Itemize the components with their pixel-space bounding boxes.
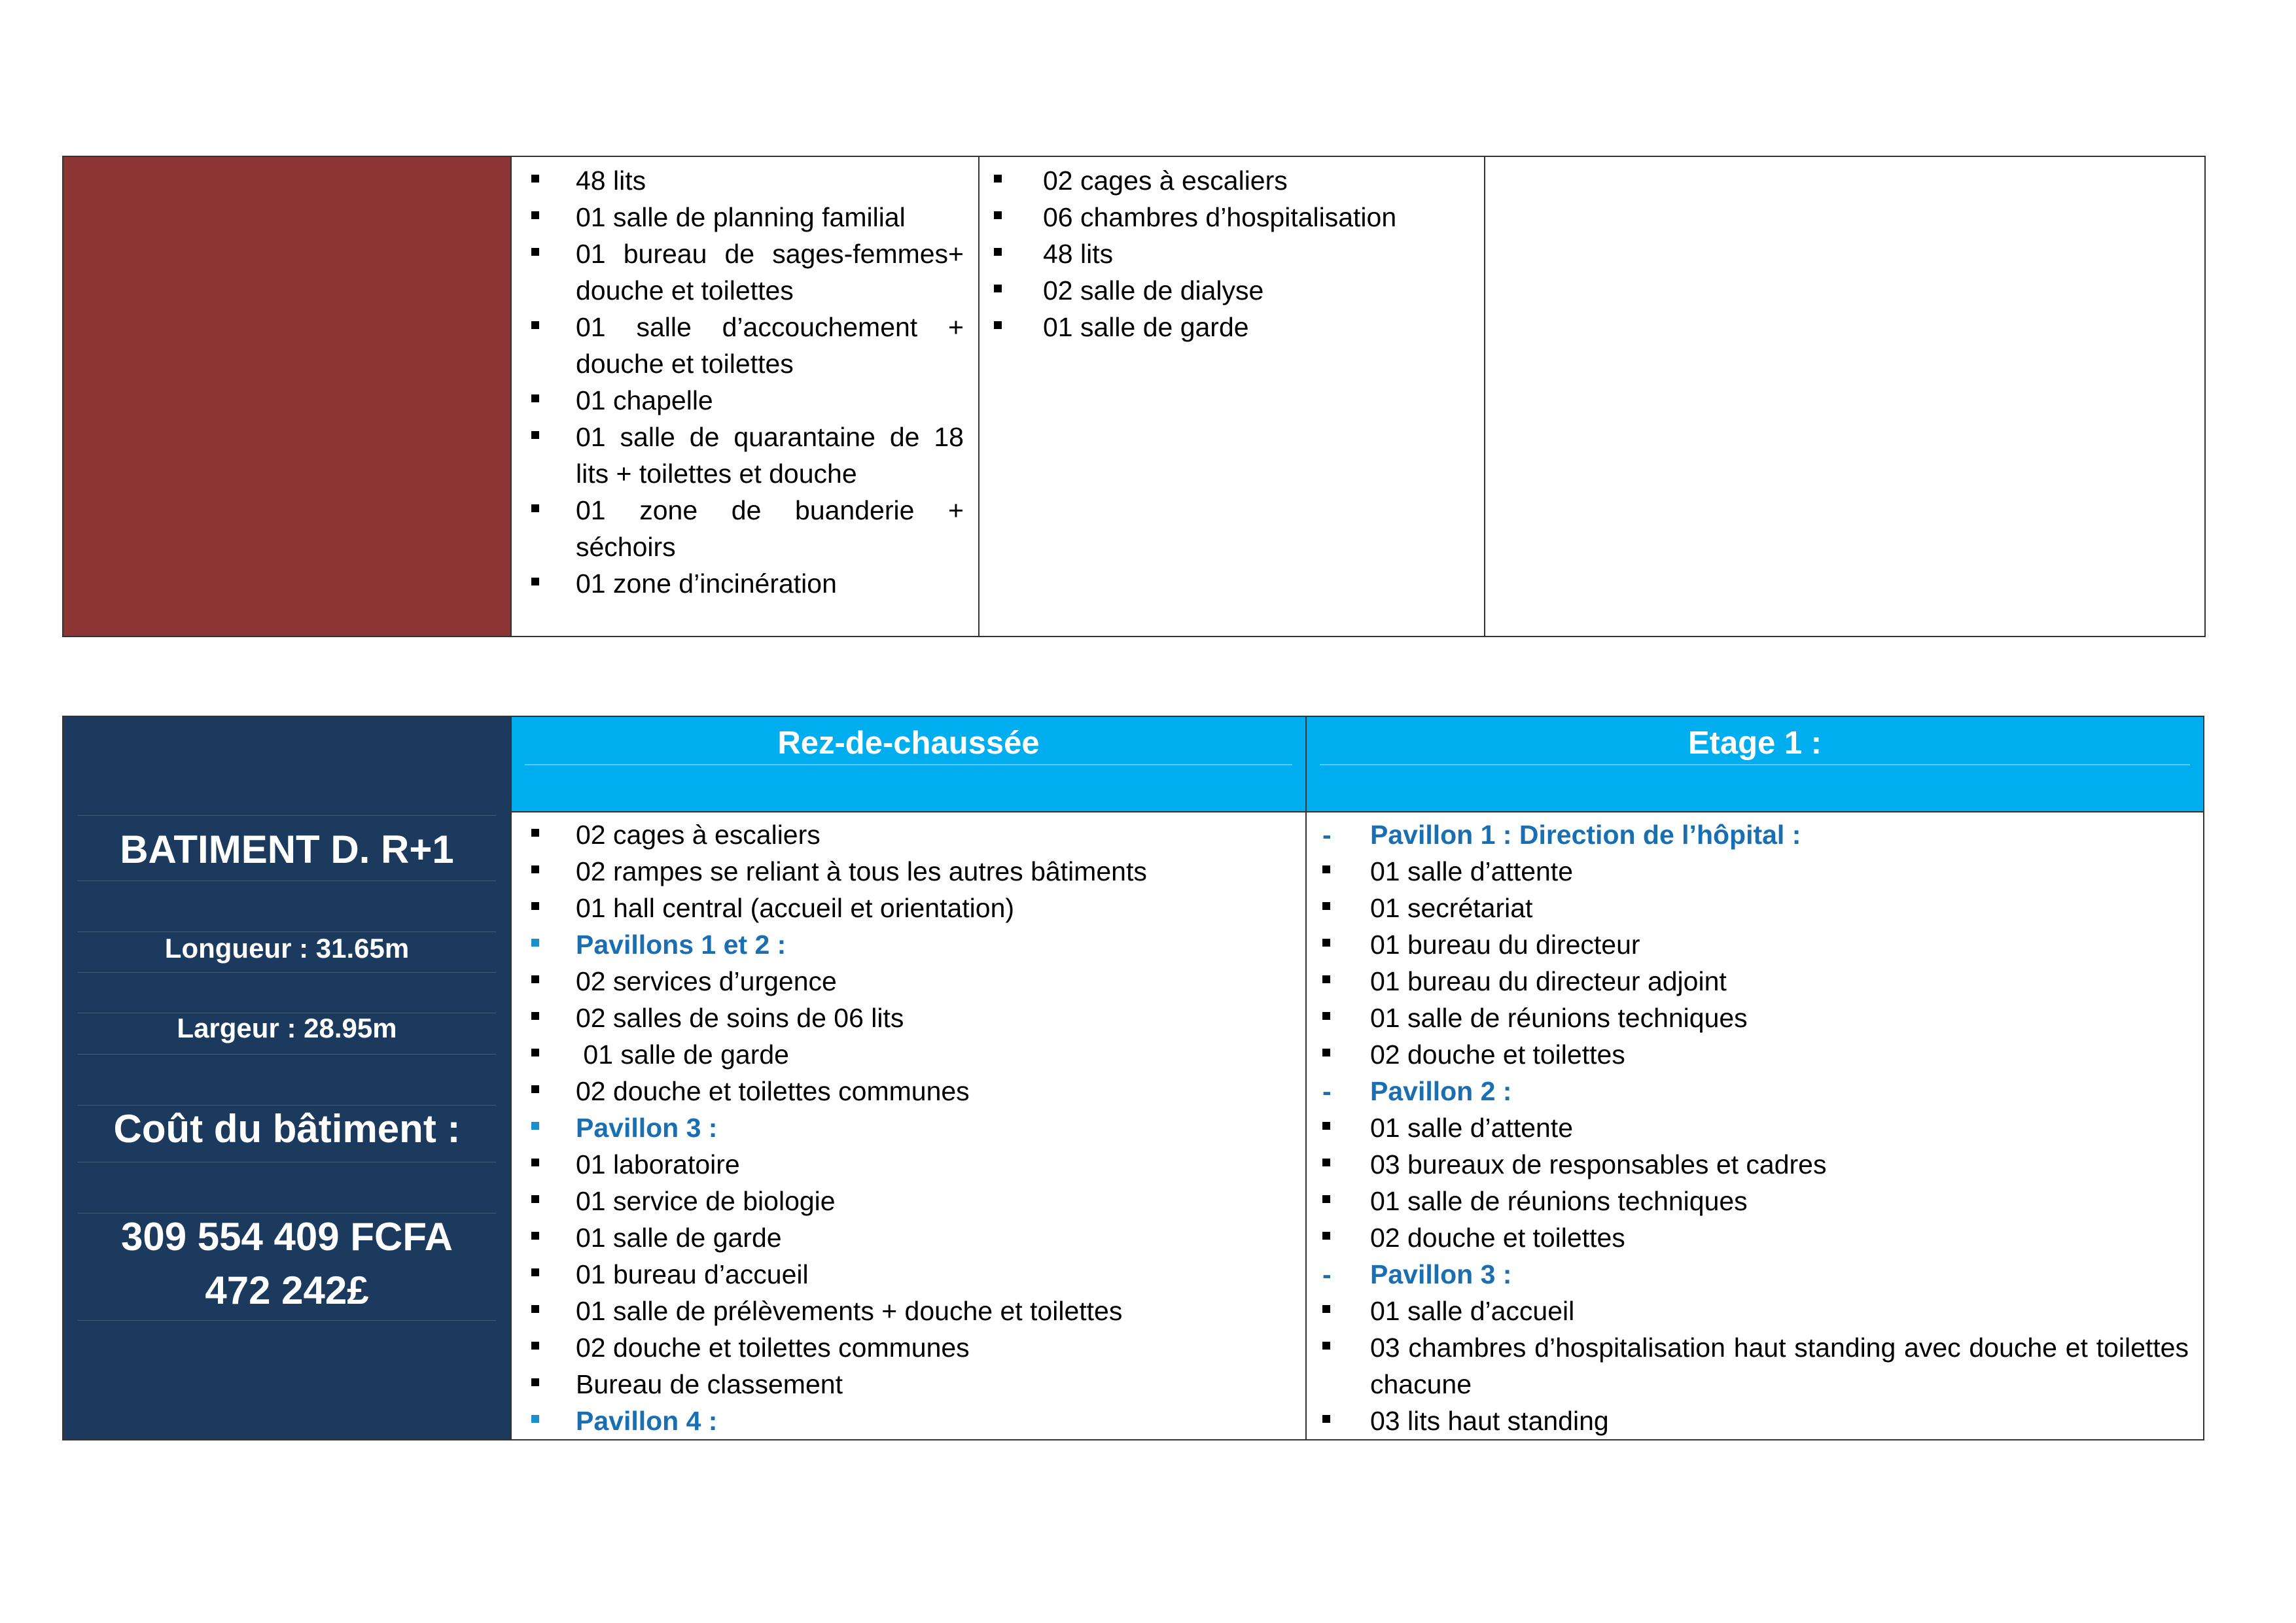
list-item: 01 bureau d’accueil bbox=[512, 1256, 1292, 1293]
color-label-cell bbox=[63, 156, 511, 637]
list-item: 01 salle de planning familial bbox=[512, 199, 964, 236]
building-length: Longueur : 31.65m bbox=[164, 933, 410, 964]
list-item: 03 lits haut standing bbox=[1307, 1403, 2189, 1439]
list-item: 03 bureaux de responsables et cadres bbox=[1307, 1146, 2189, 1183]
list-item: 02 salles de soins de 06 lits bbox=[512, 1000, 1292, 1036]
divider bbox=[78, 1320, 496, 1321]
divider bbox=[78, 1105, 496, 1106]
pavilion-heading: Pavillons 1 et 2 : bbox=[512, 926, 1292, 963]
column-header-first-floor bbox=[1306, 716, 2204, 812]
list-item: 01 salle de réunions techniques bbox=[1307, 1000, 2189, 1036]
list-item: 01 salle de prélèvements + douche et toilettes bbox=[512, 1293, 1292, 1329]
list-item: 02 douche et toilettes communes bbox=[512, 1329, 1292, 1366]
list-item: 02 douche et toilettes communes bbox=[512, 1073, 1292, 1109]
building-cost-label: Coût du bâtiment : bbox=[113, 1107, 461, 1151]
list-item: 01 salle de quarantaine de 18 lits + toilettes et douche bbox=[512, 419, 964, 492]
list-item: 01 salle de garde bbox=[512, 1219, 1292, 1256]
first-floor-list bbox=[1307, 812, 2203, 1439]
list-item: Bureau de classement bbox=[512, 1366, 1292, 1403]
list-item: 01 salle de garde bbox=[512, 1036, 1292, 1073]
list-item: 01 salle de garde bbox=[980, 309, 1471, 345]
list-item: 48 lits bbox=[980, 236, 1471, 272]
list-item: 02 cages à escaliers bbox=[512, 816, 1292, 853]
list-item: 01 salle de réunions techniques bbox=[1307, 1183, 2189, 1219]
column-header-label: Etage 1 : bbox=[1687, 725, 1822, 761]
list-item: 02 services d’urgence bbox=[512, 963, 1292, 1000]
table1-list-a bbox=[512, 157, 978, 608]
ground-floor-cell bbox=[511, 812, 1306, 1440]
list-item: 06 chambres d’hospitalisation bbox=[980, 199, 1471, 236]
divider bbox=[78, 972, 496, 973]
list-item: 01 zone de buanderie + séchoirs bbox=[512, 492, 964, 565]
building-table-d bbox=[62, 716, 2204, 1440]
list-item: 03 chambres d’hospitalisation haut standing avec douche et toilettes chacune bbox=[1307, 1329, 2189, 1403]
table1-empty-cell bbox=[1485, 156, 2205, 637]
building-cost-fcfa: 309 554 409 FCFA bbox=[121, 1215, 453, 1259]
divider bbox=[525, 764, 1292, 765]
pavilion-heading: Pavillon 4 : bbox=[512, 1403, 1292, 1439]
list-item: 48 lits bbox=[512, 162, 964, 199]
building-cost-gbp: 472 242£ bbox=[205, 1268, 369, 1312]
list-item: 01 secrétariat bbox=[1307, 890, 2189, 926]
divider bbox=[1320, 764, 2190, 765]
list-item: 01 chapelle bbox=[512, 382, 964, 419]
divider bbox=[78, 1054, 496, 1055]
list-item: 01 bureau de sages-femmes+ douche et toilettes bbox=[512, 236, 964, 309]
list-item: 02 salle de dialyse bbox=[980, 272, 1471, 309]
column-header-label: Rez-de-chaussée bbox=[777, 725, 1040, 761]
table1-column-a bbox=[511, 156, 979, 637]
pavilion-heading: - Pavillon 1 : Direction de l’hôpital : bbox=[1307, 816, 2189, 853]
table1-list-b bbox=[980, 157, 1484, 352]
pavilion-heading: Pavillon 3 : bbox=[512, 1109, 1292, 1146]
pavilion-heading: - Pavillon 2 : bbox=[1307, 1073, 2189, 1109]
list-item: 01 service de biologie bbox=[512, 1183, 1292, 1219]
list-item: 01 hall central (accueil et orientation) bbox=[512, 890, 1292, 926]
divider bbox=[78, 815, 496, 816]
list-item: 02 douche et toilettes bbox=[1307, 1219, 2189, 1256]
list-item: 01 salle d’attente bbox=[1307, 853, 2189, 890]
list-item: 01 bureau du directeur adjoint bbox=[1307, 963, 2189, 1000]
list-item: 01 bureau du directeur bbox=[1307, 926, 2189, 963]
list-item: 01 salle d’accouchement + douche et toilettes bbox=[512, 309, 964, 382]
first-floor-cell bbox=[1306, 812, 2204, 1440]
column-header-ground-floor bbox=[511, 716, 1306, 812]
list-item: 02 rampes se reliant à tous les autres bâtiments bbox=[512, 853, 1292, 890]
pavilion-heading: - Pavillon 3 : bbox=[1307, 1256, 2189, 1293]
list-item: 01 salle d’accueil bbox=[1307, 1293, 2189, 1329]
ground-floor-list bbox=[512, 812, 1305, 1439]
list-item: 02 douche et toilettes bbox=[1307, 1036, 2189, 1073]
table1-column-b bbox=[979, 156, 1485, 637]
list-item: 02 cages à escaliers bbox=[980, 162, 1471, 199]
list-item: 01 zone d’incinération bbox=[512, 565, 964, 602]
list-item: 01 laboratoire bbox=[512, 1146, 1292, 1183]
building-width: Largeur : 28.95m bbox=[177, 1013, 397, 1043]
building-table-c bbox=[62, 156, 2206, 637]
building-summary-panel bbox=[63, 716, 511, 1440]
list-item: 01 salle d’attente bbox=[1307, 1109, 2189, 1146]
building-title: BATIMENT D. R+1 bbox=[120, 828, 454, 871]
